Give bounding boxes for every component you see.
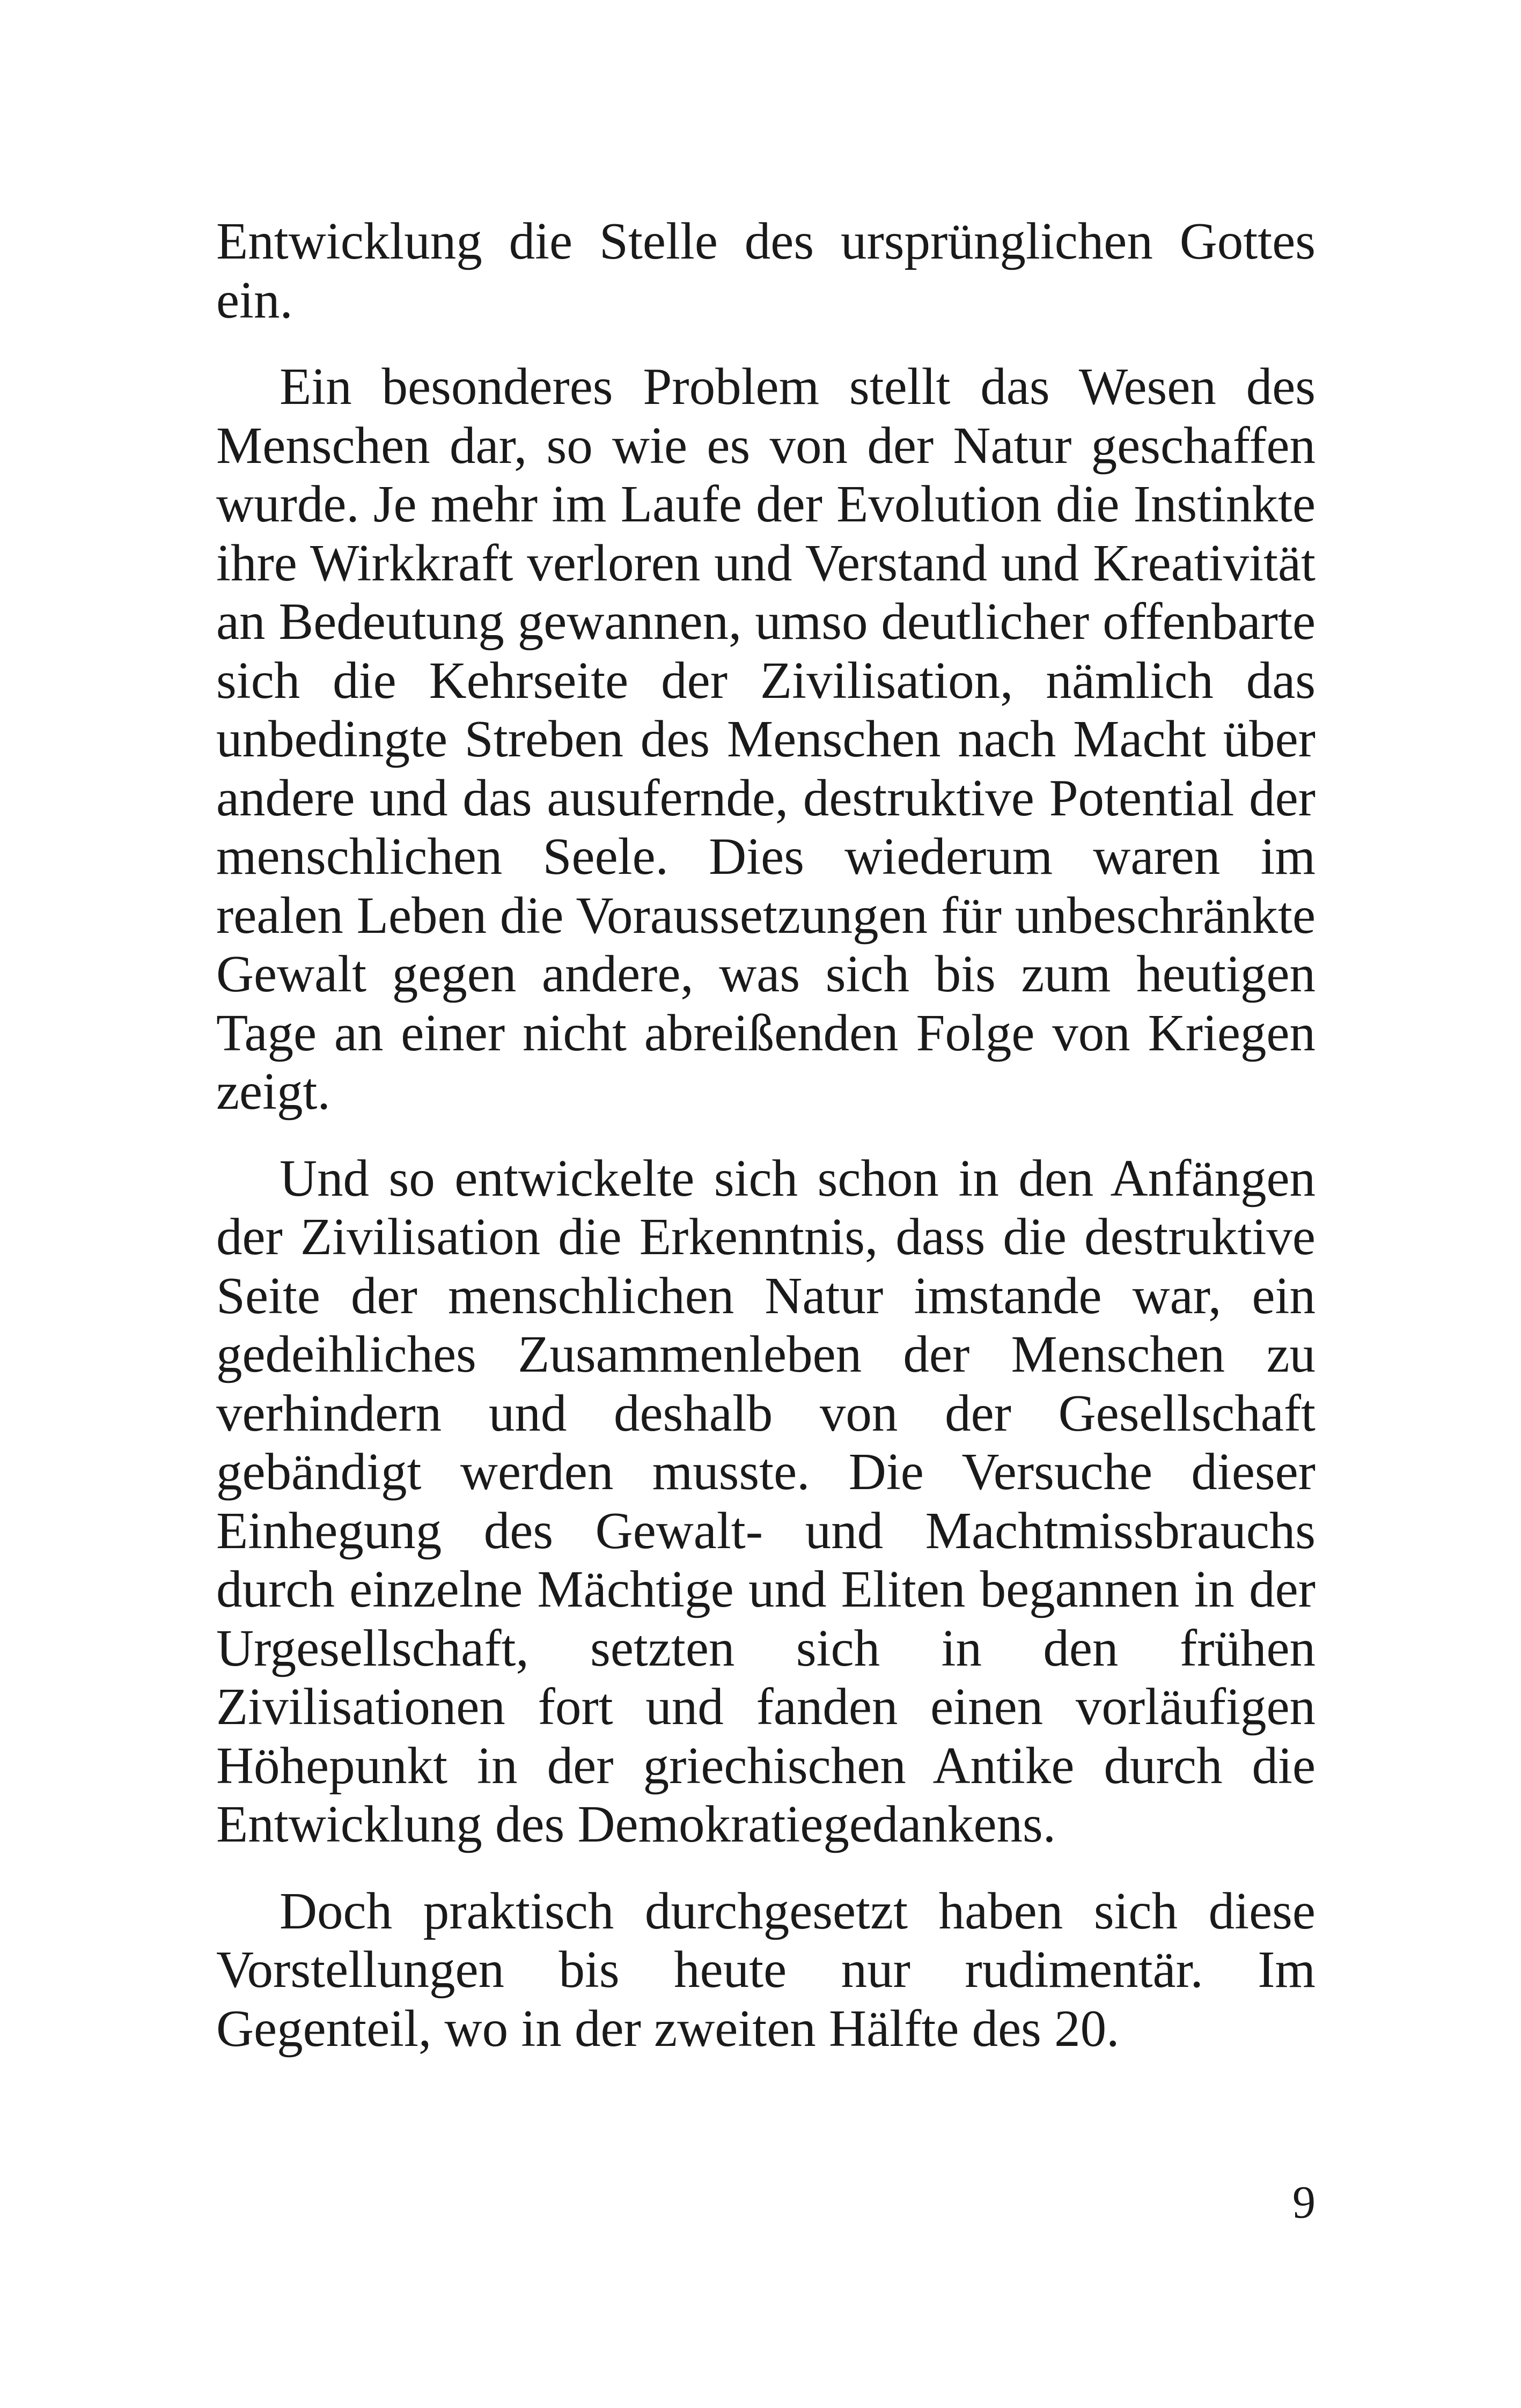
paragraph-civilization: Und so entwickelte sich schon in den Anfängen der Zivilisation die Erkenntnis, dass die destruktive Seite der menschlichen Natur imstande war, ein gedeihliches Zusammenleben der Menschen zu verhindern und deshalb von der Gesellschaft gebändigt werden musste. Die Versuche dieser Einhegung des Gewalt- und Machtmissbrauchs durch einzelne Mächtige und Eliten begannen in der Urgesellschaft, setzten sich in den frühen Zivilisationen fort und fanden einen vorläufigen Höhepunkt in der griechischen Antike durch die Entwicklung des Demokratiegedankens. (216, 1149, 1316, 1853)
paragraph-continuation: Entwicklung die Stelle des ursprünglichen Gottes ein. (216, 212, 1316, 329)
paragraph-human-nature: Ein besonderes Problem stellt das Wesen des Menschen dar, so wie es von der Natur geschaffen wurde. Je mehr im Laufe der Evolution die Instinkte ihre Wirkkraft verloren und Verstand und Kreativität an Bedeutung gewannen, umso deutlicher offenbarte sich die Kehrseite der Zivilisation, nämlich das unbedingte Streben des Menschen nach Macht über andere und das ausufernde, destruktive Potential der menschlichen Seele. Dies wiederum waren im realen Leben die Voraussetzungen für unbeschränkte Gewalt gegen andere, was sich bis zum heutigen Tage an einer nicht abreißenden Folge von Kriegen zeigt. (216, 358, 1316, 1120)
paragraph-rudimentary: Doch praktisch durchgesetzt haben sich diese Vorstellungen bis heute nur rudimentär. Im Gegenteil, wo in der zweiten Hälfte des 20. (216, 1882, 1316, 2057)
page-number: 9 (1292, 2176, 1316, 2228)
body-text (216, 212, 1316, 2058)
